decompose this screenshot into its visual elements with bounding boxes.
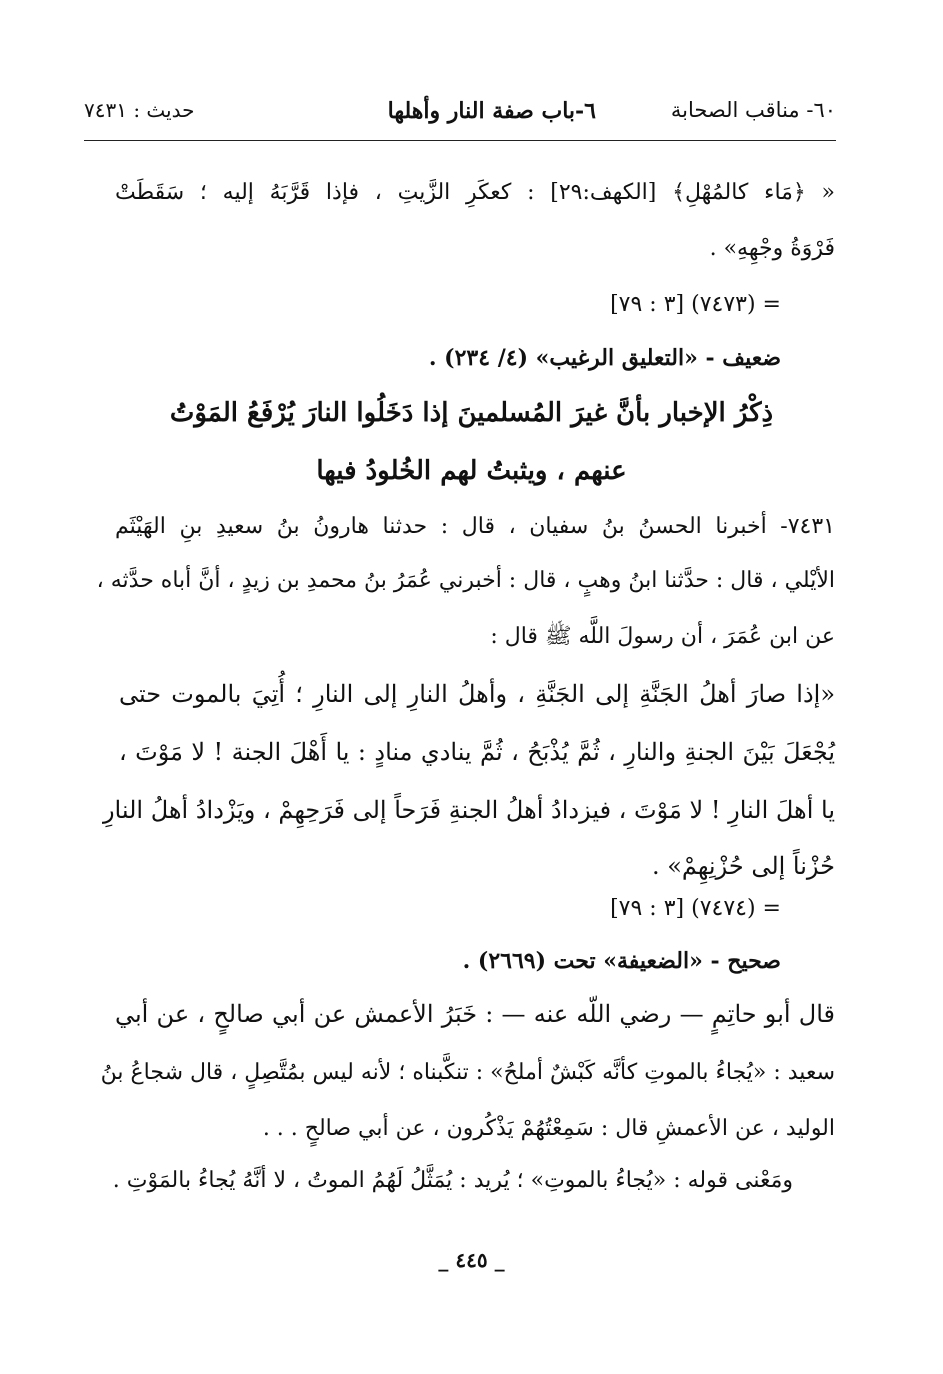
section-title: ٦-باب صفة النار وأهلها: [387, 98, 596, 124]
chapter-heading-line-1: ذِكْرُ الإخبار بأنَّ غيرَ المُسلمينَ إذا دَخَلُوا النارَ يُرْفَعُ المَوْتُ: [169, 398, 774, 428]
cross-reference: = (٧٤٧٣) [٣ : ٧٩]: [610, 292, 781, 317]
chapter-heading-line-2: عنهم ، ويثبتُ لهم الخُلودُ فيها: [316, 456, 627, 486]
hadith-reference: حديث : ٧٤٣١: [84, 98, 195, 122]
comment-line-3: الوليد ، عن الأعمشِ قال : سَمِعْتُهُمْ يَذْكُرون ، عن أبي صالحٍ . . .: [262, 1116, 835, 1141]
header-rule: [84, 140, 836, 141]
comment-line-2: سعيد : «يُجاءُ بالموتِ كأنَّه كَبْشٌ أملحُ» : تنكَّبناه ؛ لأنه ليس بمُتَّصِلٍ ، قال شجاعُ بنُ: [100, 1060, 835, 1085]
matn-line-2: يُجْعَلَ بَيْنَ الجنةِ والنارِ ، ثُمَّ يُذْبَحُ ، ثُمَّ ينادي منادٍ : يا أَهْلَ الجنة ! لا مَوْتَ ،: [119, 738, 835, 766]
isnad-line-3: عن ابن عُمَرَ ، أن رسولَ اللَّه ﷺ قال :: [490, 624, 835, 649]
page-number: _ ٤٤٥ _: [438, 1248, 505, 1272]
matn-line-3: يا أهلَ النارِ ! لا مَوْتَ ، فيزدادُ أهلُ الجنةِ فَرَحاً إلى فَرَحِهِمْ ، ويَزْدادُ أهلُ النارِ: [102, 796, 835, 824]
hadith-grading: صحيح - «الضعيفة» تحت (٢٦٦٩) .: [462, 948, 781, 974]
running-header: [84, 98, 836, 132]
comment-line-1: قال أبو حاتِمٍ — رضي اللّه عنه — : خَبَرُ الأعمش عن أبي صالحٍ ، عن أبي: [115, 1000, 835, 1028]
matn-line-1: «إذا صارَ أهلُ الجَنَّةِ إلى الجَنَّةِ ، وأهلُ النارِ إلى النارِ ؛ أُتِيَ بالموت حتى: [119, 680, 835, 708]
quote-line-2: فَرْوَةُ وجْهِهِ» .: [709, 236, 835, 261]
isnad-line-1: ٧٤٣١- أخبرنا الحسنُ بنُ سفيان ، قال : حدثنا هارونُ بنُ سعيدِ بنِ الهَيْثَم: [115, 514, 835, 539]
quote-line-1: « ﴿مَاء كالمُهْلِ﴾ [الكهف:٢٩] : كعكَرِ الزَّيتِ ، فإذا قَرَّبَهُ إليه ؛ سَقَطَتْ: [115, 180, 836, 205]
hadith-cross-reference: = (٧٤٧٤) [٣ : ٧٩]: [610, 896, 781, 921]
matn-line-4: حُزْناً إلى حُزْنِهِمْ» .: [651, 852, 835, 880]
comment-line-4: ومَعْنى قوله : «يُجاءُ بالموتِ» ؛ يُريد : يُمَثَّلُ لَهُمُ الموتُ ، لا أنَّهُ يُجاءُ بالمَوْتِ .: [112, 1168, 793, 1193]
chapter-title: ٦٠- مناقب الصحابة: [670, 98, 836, 122]
grading-note: ضعيف - «التعليق الرغيب» (٤/ ٢٣٤) .: [428, 345, 781, 371]
isnad-line-2: الأيْلي ، قال : حدَّثنا ابنُ وهبٍ ، قال : أخبرني عُمَرُ بنُ محمدِ بن زيدٍ ، أنَّ أباه حدَّثه ،: [96, 568, 835, 593]
